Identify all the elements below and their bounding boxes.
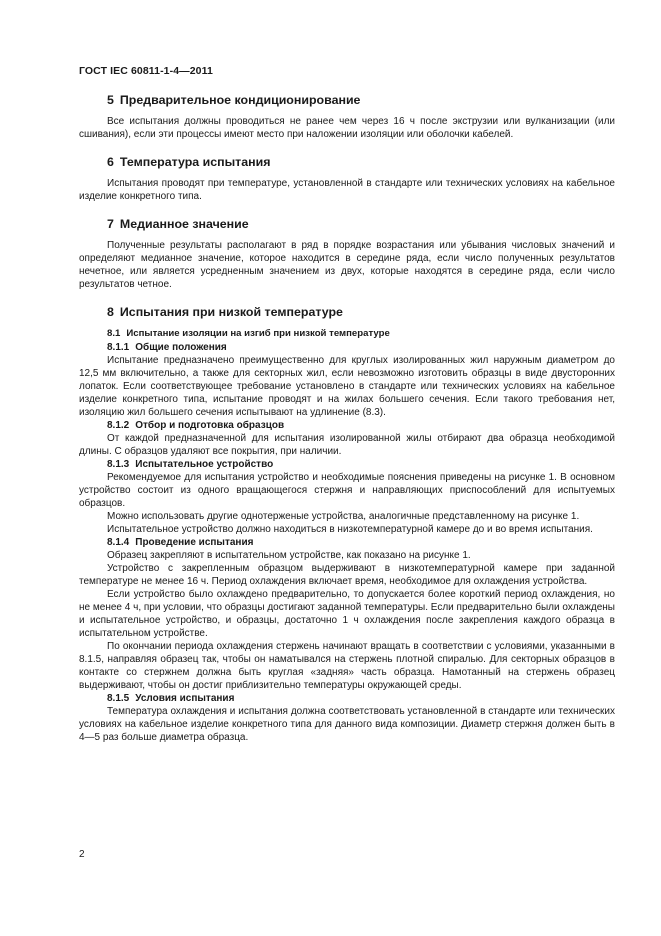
standard-designation: ГОСТ IEC 60811-1-4—2011 [79,65,213,77]
clause-heading-8-1-4 [107,536,615,549]
page-content [79,93,615,744]
clause-title: Условия испытания [135,693,235,704]
section-title: Испытания при низкой температуре [119,305,343,319]
paragraph: Устройство с закрепленным образцом выдерживают в низкотемпературной камере при заданной температуре не менее 16 ч. Период охлаждения включает время, необходимое для охлаждения устройства. [79,563,615,587]
paragraph: Образец закрепляют в испытательном устройстве, как показано на рисунке 1. [107,550,471,561]
clause-number: 8.1.3 [107,459,130,470]
section-title: Предварительное кондиционирование [119,93,361,107]
paragraph: Температура охлаждения и испытания должна соответствовать установленной в стандарте или технических условиях на кабельное изделие конкретного типа для данного вида композиции. Диаметр стержня должен быть в 4—5 раз больше диаметра образца. [79,706,615,743]
paragraph: От каждой предназначенной для испытания изолированной жилы отбирают два образца необходимой длины. С образцов удаляют все покрытия, при наличии. [79,433,615,457]
paragraph: Все испытания должны проводиться не ранее чем через 16 ч после экструзии или вулканизации (или сшивания), если эти процессы имеют место при наложении изоляции или оболочки кабелей. [79,116,615,140]
section-6 [79,155,615,203]
clause-title: Отбор и подготовка образцов [135,420,285,431]
subsection-title: Испытание изоляции на изгиб при низкой температуре [126,328,390,339]
clause-title: Общие положения [135,342,227,353]
paragraph: По окончании периода охлаждения стержень начинают вращать в соответствии с условиями, указанными в 8.1.5, направляя образец так, чтобы он наматывался на стержень плотной спиралью. Для секторных образцов в контакте со стержнем должна быть круглая «задняя» часть образца. Намотанный на стержень образец выдерживают, чтобы он достиг приблизительно температуры окружающей среды. [79,641,615,691]
paragraph: Полученные результаты располагают в ряд в порядке возрастания или убывания числовых значений и определяют медианное значение, которое находится в середине ряда, если число полученных результатов нечетное, или является усредненным значением из двух, которые находятся в середине ряда, если число результатов четное. [79,240,615,290]
clause-number: 8.1.1 [107,342,130,353]
paragraph: Испытания проводят при температуре, установленной в стандарте или технических условиях на кабельное изделие конкретного типа. [79,178,615,202]
section-heading [107,155,615,169]
paragraph: Испытание предназначено преимущественно для круглых изолированных жил наружным диаметром до 12,5 мм включительно, а также для секторных жил, если невозможно изготовить образцы в виде двусторонних лопаток. Если соответствующее требование установлено в стандарте или технических условиях на кабельное изделие конкретного типа, испытание проводят и на жилах большего сечения. Если такого требования нет, изоляцию жил большего сечения испытывают на удлинение (8.3). [79,355,615,418]
paragraph: Если устройство было охлаждено предварительно, то допускается более короткий период охлаждения, но не менее 4 ч, при условии, что образцы достигают заданной температуры. Если предварительно были охлаждены и испытательное устройство, и образцы, достаточно 1 ч охлаждения после закрепления каждого образца в испытательном устройстве. [79,589,615,639]
paragraph: Рекомендуемое для испытания устройство и необходимые пояснения приведены на рисунке 1. В основном устройство состоит из одного вращающегося стержня и направляющих приспособлений для испытуемых образцов. [79,472,615,509]
clause-heading-8-1-5 [107,692,615,705]
paragraph: Можно использовать другие однотерженые устройства, аналогичные представленному на рисунке 1. [107,511,580,522]
clause-title: Испытательное устройство [135,459,274,470]
section-heading [107,217,615,231]
section-title: Температура испытания [119,155,271,169]
clause-heading-8-1-2 [107,419,615,432]
clause-heading-8-1-3 [107,458,615,471]
section-title: Медианное значение [119,217,249,231]
clause-title: Проведение испытания [135,537,254,548]
section-7 [79,217,615,291]
section-number: 7 [107,217,114,231]
subsection-heading-8-1 [107,327,615,340]
clause-number: 8.1.2 [107,420,130,431]
section-heading [107,305,615,319]
clause-number: 8.1.4 [107,537,130,548]
subsection-number: 8.1 [107,328,121,339]
section-heading [107,93,615,107]
paragraph: Испытательное устройство должно находиться в низкотемпературной камере до и во время испытания. [107,524,593,535]
section-number: 8 [107,305,114,319]
clause-number: 8.1.5 [107,693,130,704]
section-5 [79,93,615,141]
page-number: 2 [79,849,85,860]
section-8 [79,305,615,744]
clause-heading-8-1-1 [107,341,615,354]
section-number: 5 [107,93,114,107]
section-number: 6 [107,155,114,169]
